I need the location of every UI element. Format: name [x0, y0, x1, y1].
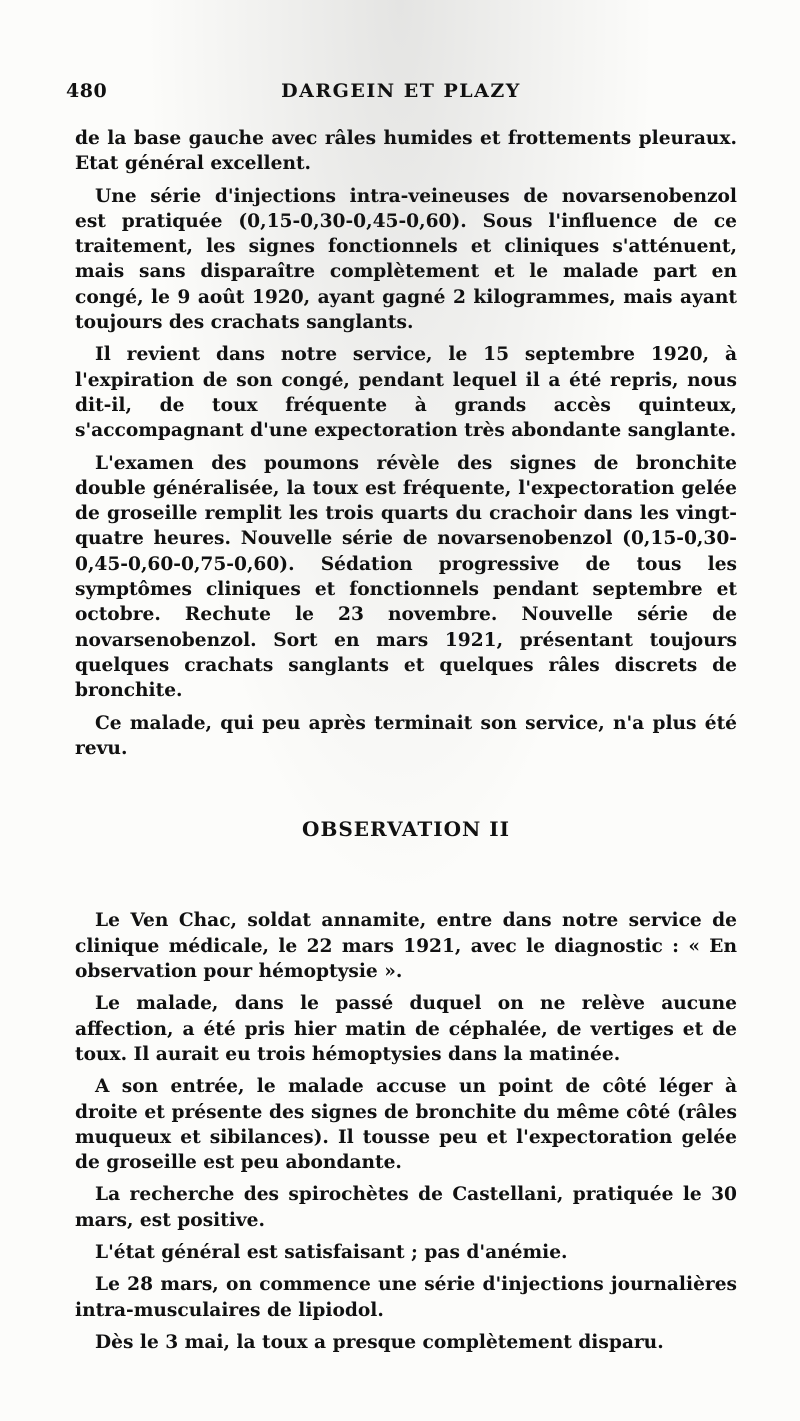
- paragraph: Le 28 mars, on commence une série d'injections journalières intra-musculaires de lipiodol.: [75, 1274, 737, 1321]
- paragraph: L'état général est satisfaisant ; pas d'anémie.: [95, 1241, 568, 1263]
- paragraph: de la base gauche avec râles humides et frottements pleuraux. Etat général excellent.: [75, 128, 737, 175]
- paragraph: Une série d'injections intra-veineuses de novarsenobenzol est pratiquée (0,15-0,30-0,45-0,60). Sous l'influence de ce traitement, les signes fonctionnels et cliniques s'atténuent, mais sans disparaître complètement et le malade part en congé, le 9 août 1920, ayant gagné 2 kilogrammes, mais ayant toujours des crachats sanglants.: [75, 185, 737, 334]
- paragraph: Ce malade, qui peu après terminait son service, n'a plus été revu.: [75, 712, 737, 759]
- paragraph: Le malade, dans le passé duquel on ne relève aucune affection, a été pris hier matin de céphalée, de vertiges et de toux. Il aurait eu trois hémoptysies dans la matinée.: [75, 993, 737, 1065]
- paragraph: L'examen des poumons révèle des signes de bronchite double généralisée, la toux est fréquente, l'expectoration gelée de groseille remplit les trois quarts du crachoir dans les vingt-quatre heures. Nouvelle série de novarsenobenzol (0,15-0,30-0,45-0,60-0,75-0,60). Sédation progressive de tous les symptômes cliniques et fonctionnels pendant septembre et octobre. Rechute le 23 novembre. Nouvelle série de novarsenobenzol. Sort en mars 1921, présentant toujours quelques crachats sanglants et quelques râles discrets de bronchite.: [75, 452, 737, 702]
- paragraph: Dès le 3 mai, la toux a presque complètement disparu.: [95, 1331, 664, 1353]
- body-text: [75, 126, 737, 1362]
- page-number: 480: [66, 80, 108, 102]
- paragraph: Il revient dans notre service, le 15 septembre 1920, à l'expiration de son congé, pendant lequel il a été repris, nous dit-il, de toux fréquente à grands accès quinteux, s'accompagnant d'une expectoration très abondante sanglante.: [75, 344, 737, 442]
- paragraph: A son entrée, le malade accuse un point de côté léger à droite et présente des signes de bronchite du même côté (râles muqueux et sibilances). Il tousse peu et l'expectoration gelée de groseille est peu abondante.: [75, 1076, 737, 1174]
- running-title: DARGEIN ET PLAZY: [281, 80, 521, 102]
- paragraph: Le Ven Chac, soldat annamite, entre dans notre service de clinique médicale, le 22 mars 1921, avec le diagnostic : « En observation pour hémoptysie ».: [75, 910, 737, 983]
- page-header: [66, 80, 736, 110]
- section-title: OBSERVATION II: [302, 817, 510, 842]
- paragraph: La recherche des spirochètes de Castellani, pratiquée le 30 mars, est positive.: [75, 1184, 737, 1231]
